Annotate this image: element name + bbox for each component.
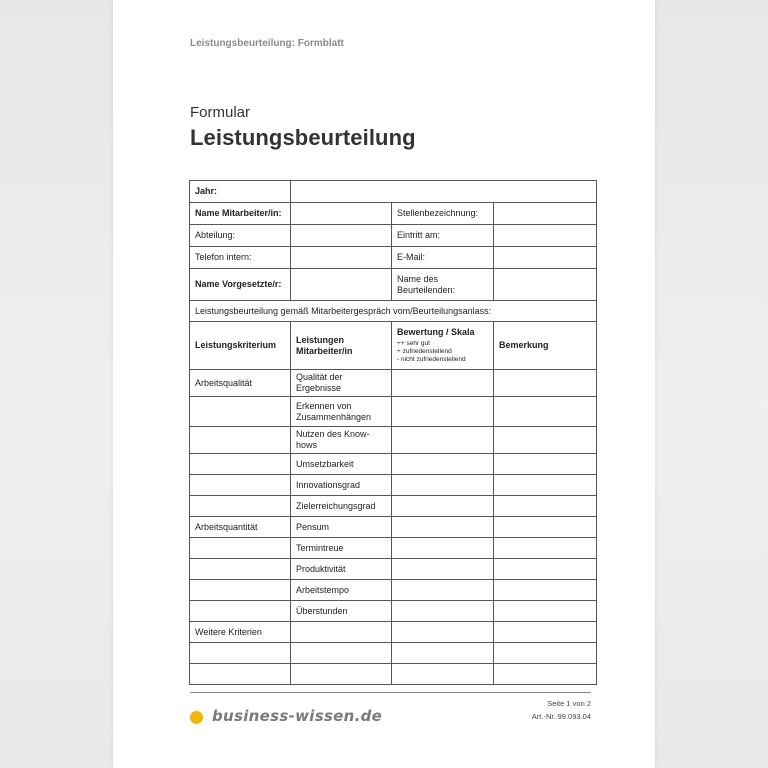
remark-cell[interactable]: [494, 496, 597, 517]
rating-cell[interactable]: [392, 643, 494, 664]
performance-cell: Zielerreichungsgrad: [291, 496, 392, 517]
remark-cell[interactable]: [494, 664, 597, 685]
department-field[interactable]: [291, 225, 392, 247]
email-label: E-Mail:: [392, 247, 494, 269]
performance-cell: Überstunden: [291, 601, 392, 622]
table-row: [190, 475, 597, 496]
criterion-cell[interactable]: [190, 643, 291, 664]
criterion-cell: [190, 538, 291, 559]
remark-cell[interactable]: [494, 559, 597, 580]
article-number: Art.-Nr. 99.093.04: [531, 712, 591, 721]
entry-label: Eintritt am:: [392, 225, 494, 247]
performance-header: Leistungen Mitarbeiter/in: [291, 322, 392, 370]
remark-cell[interactable]: [494, 538, 597, 559]
assessment-form-table: [189, 180, 597, 685]
phone-row: [190, 247, 597, 269]
table-row: [190, 622, 597, 643]
rating-scale: [397, 340, 488, 364]
performance-cell[interactable]: [291, 643, 392, 664]
footer-divider: [190, 692, 591, 693]
remark-cell[interactable]: [494, 397, 597, 427]
logo-dot-icon: [190, 711, 203, 724]
rating-cell[interactable]: [392, 496, 494, 517]
document-page: [113, 0, 655, 768]
rating-header-label: Bewertung / Skala: [397, 327, 475, 337]
remark-cell[interactable]: [494, 427, 597, 454]
performance-cell: Nutzen des Know-hows: [291, 427, 392, 454]
criterion-cell: [190, 496, 291, 517]
entry-field[interactable]: [494, 225, 597, 247]
rating-cell[interactable]: [392, 664, 494, 685]
email-field[interactable]: [494, 247, 597, 269]
rating-cell[interactable]: [392, 475, 494, 496]
table-row: [190, 496, 597, 517]
running-head: Leistungsbeurteilung: Formblatt: [190, 38, 344, 49]
remark-header: Bemerkung: [494, 322, 597, 370]
criterion-cell: [190, 475, 291, 496]
rating-cell[interactable]: [392, 580, 494, 601]
performance-cell: Produktivität: [291, 559, 392, 580]
remark-cell[interactable]: [494, 454, 597, 475]
phone-label: Telefon intern:: [190, 247, 291, 269]
table-row: [190, 580, 597, 601]
criterion-cell: Arbeitsquantität: [190, 517, 291, 538]
occasion-field[interactable]: Leistungsbeurteilung gemäß Mitarbeitergespräch vom/Beurteilungsanlass:: [190, 301, 597, 322]
table-row: [190, 601, 597, 622]
remark-cell[interactable]: [494, 517, 597, 538]
remark-cell[interactable]: [494, 370, 597, 397]
year-row: [190, 181, 597, 203]
supervisor-label: Name Vorgesetzte/r:: [190, 269, 291, 301]
performance-cell: Termintreue: [291, 538, 392, 559]
brand-logo: business-wissen.de: [212, 707, 383, 725]
occasion-row: [190, 301, 597, 322]
performance-cell: Erkennen von Zusammenhängen: [291, 397, 392, 427]
rating-cell[interactable]: [392, 538, 494, 559]
rating-cell[interactable]: [392, 397, 494, 427]
phone-field[interactable]: [291, 247, 392, 269]
employee-row: [190, 203, 597, 225]
criterion-header: Leistungskriterium: [190, 322, 291, 370]
position-field[interactable]: [494, 203, 597, 225]
criterion-cell[interactable]: [190, 664, 291, 685]
position-label: Stellenbezeichnung:: [392, 203, 494, 225]
criterion-cell: [190, 580, 291, 601]
criterion-cell: [190, 601, 291, 622]
assessor-field[interactable]: [494, 269, 597, 301]
assessor-label: Name des Beurteilenden:: [392, 269, 494, 301]
employee-name-field[interactable]: [291, 203, 392, 225]
table-row: [190, 538, 597, 559]
rating-cell[interactable]: [392, 559, 494, 580]
remark-cell[interactable]: [494, 601, 597, 622]
rating-cell[interactable]: [392, 622, 494, 643]
document-subtitle: Formular: [190, 104, 251, 121]
table-row: [190, 427, 597, 454]
remark-cell[interactable]: [494, 643, 597, 664]
table-row: [190, 370, 597, 397]
criterion-cell: [190, 559, 291, 580]
performance-cell: Innovationsgrad: [291, 475, 392, 496]
performance-cell[interactable]: [291, 622, 392, 643]
criterion-cell: [190, 454, 291, 475]
supervisor-field[interactable]: [291, 269, 392, 301]
column-header-row: [190, 322, 597, 370]
performance-cell: Pensum: [291, 517, 392, 538]
remark-cell[interactable]: [494, 475, 597, 496]
table-row: [190, 454, 597, 475]
rating-cell[interactable]: [392, 427, 494, 454]
criterion-cell: [190, 427, 291, 454]
table-row: [190, 397, 597, 427]
criterion-cell: [190, 397, 291, 427]
employee-name-label: Name Mitarbeiter/in:: [190, 203, 291, 225]
scale-very-good: ++ sehr gut: [397, 340, 430, 347]
rating-cell[interactable]: [392, 517, 494, 538]
table-row: [190, 664, 597, 685]
page-number: Seite 1 von 2: [547, 699, 591, 708]
performance-cell: Arbeitstempo: [291, 580, 392, 601]
department-row: [190, 225, 597, 247]
document-title: Leistungsbeurteilung: [190, 125, 416, 150]
table-row: [190, 643, 597, 664]
criterion-cell: Weitere Kriterien: [190, 622, 291, 643]
rating-cell[interactable]: [392, 601, 494, 622]
supervisor-row: [190, 269, 597, 301]
rating-cell[interactable]: [392, 454, 494, 475]
table-row: [190, 517, 597, 538]
rating-header: [392, 322, 494, 370]
department-label: Abteilung:: [190, 225, 291, 247]
rating-cell[interactable]: [392, 370, 494, 397]
scale-unsatisfactory: - nicht zufriedenstellend: [397, 356, 466, 363]
year-field[interactable]: [291, 181, 597, 203]
criterion-cell: Arbeitsqualität: [190, 370, 291, 397]
remark-cell[interactable]: [494, 580, 597, 601]
scale-satisfactory: + zufriedenstellend: [397, 348, 452, 355]
year-label: Jahr:: [190, 181, 291, 203]
performance-cell[interactable]: [291, 664, 392, 685]
table-row: [190, 559, 597, 580]
performance-cell: Qualität der Ergebnisse: [291, 370, 392, 397]
performance-cell: Umsetzbarkeit: [291, 454, 392, 475]
remark-cell[interactable]: [494, 622, 597, 643]
